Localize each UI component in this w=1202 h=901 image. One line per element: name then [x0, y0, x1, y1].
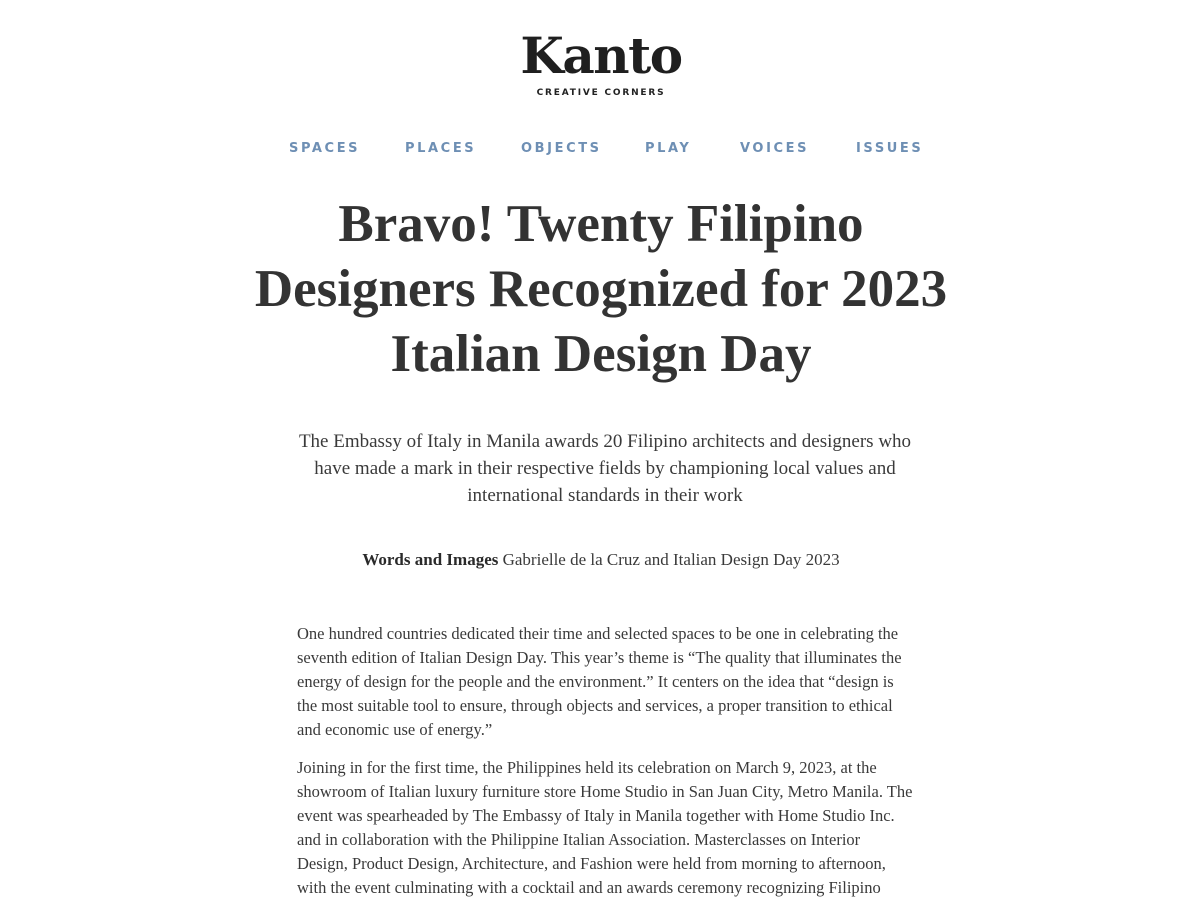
byline-label: Words and Images — [362, 550, 499, 569]
logo-block[interactable] — [0, 28, 1202, 98]
site-logo[interactable]: Kanto — [520, 26, 682, 85]
article-byline — [250, 548, 952, 572]
body-paragraph: Joining in for the first time, the Philippines held its celebration on March 9, 2023, at the showroom of Italian luxury furniture store Home Studio in San Juan City, Metro Manila. The event was spearheaded by The Embassy of Italy in Manila together with Home Studio Inc. and in collaboration with the Philippine Italian Association. Masterclasses on Interior Design, Product Design, Architecture, and Fashion were held from morning to afternoon, with the event culminating with a cocktail and an awards ceremony recognizing Filipino — [297, 758, 913, 897]
article-title: Bravo! Twenty Filipino Designers Recognized for 2023 Italian Design Day — [254, 195, 948, 383]
nav-item-voices[interactable]: VOICES — [740, 141, 810, 156]
byline-value: Gabrielle de la Cruz and Italian Design Day 2023 — [502, 550, 840, 569]
nav-item-issues[interactable]: ISSUES — [856, 141, 924, 156]
nav-item-places[interactable]: PLACES — [405, 141, 477, 156]
nav-item-objects[interactable]: OBJECTS — [521, 141, 602, 156]
site-tagline: CREATIVE CORNERS — [536, 88, 666, 98]
main-nav — [289, 141, 924, 159]
article-body — [297, 622, 913, 901]
nav-item-spaces[interactable]: SPACES — [289, 141, 361, 156]
article-dek: The Embassy of Italy in Manila awards 20 Filipino architects and designers who have made a mark in their respective fields by championing local values and international standards in their work — [298, 431, 912, 506]
body-paragraph: One hundred countries dedicated their time and selected spaces to be one in celebrating the seventh edition of Italian Design Day. This year’s theme is “The quality that illuminates the energy of design for the people and the environment.” It centers on the idea that “design is the most suitable tool to ensure, through objects and services, a proper transition to ethical and economic use of energy.” — [297, 624, 902, 739]
nav-item-play[interactable]: PLAY — [645, 141, 692, 156]
